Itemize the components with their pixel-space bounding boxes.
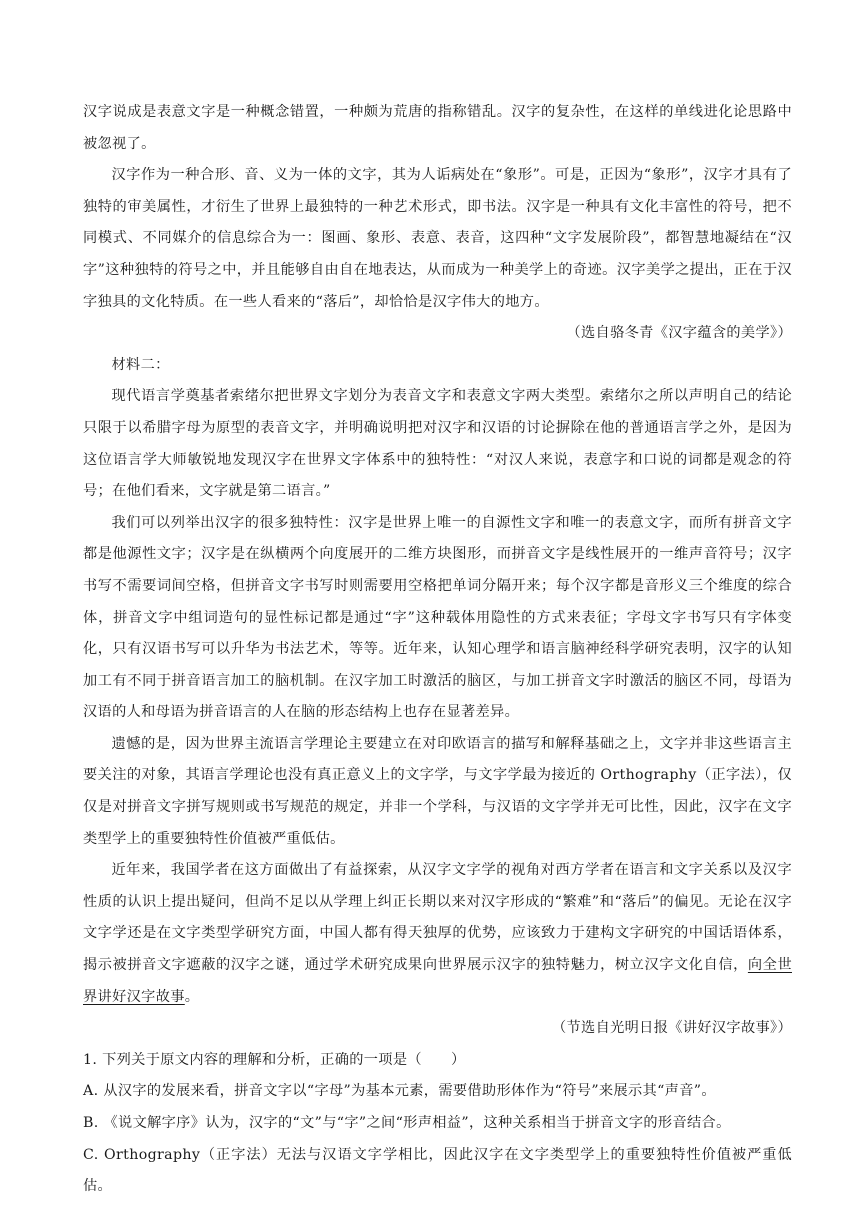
underlined-phrase: 向全世界讲好汉字故事 (83, 957, 792, 1005)
paragraph-saussure: 现代语言学奠基者索绪尔把世界文字划分为表音文字和表意文字两大类型。索绪尔之所以声明自己的结论只限于以希腊字母为原型的表音文字，并明确说明把对汉字和汉语的讨论摒除在他的普通语言学之外，是因为这位语言学大师敏锐地发现汉字在世界文字体系中的独特性：“对汉人来说，表意字和口说的词都是观念的符号；在他们看来，文字就是第二语言。” (83, 388, 792, 500)
source-citation-1: （选自骆冬青《汉字蕴含的美学》） (566, 325, 792, 342)
option-b: B. 《说文解字序》认为，汉字的“文”与“字”之间“形声相益”，这种关系相当于拼音文字的形音结合。 (83, 1115, 731, 1131)
option-a: A. 从汉字的发展来看，拼音文字以“字母”为基本元素，需要借助形体作为“符号”来展示其“声音”。 (83, 1083, 716, 1100)
paragraph-orthography: 遗憾的是，因为世界主流语言学理论主要建立在对印欧语言的描写和解释基础之上，文字并非这些语言主要关注的对象，其语言学理论也没有真正意义上的文字学，与文字学最为接近的 Orthography（正字法），仅仅是对拼音文字拼写规则或书写规范的规定，并非一个学科，与汉语的文字学并无可比性，因此，汉字在文字类型学上的重要独特性价值被严重低估。 (83, 735, 792, 847)
option-c: C. Orthography（正字法）无法与汉语文字学相比，因此汉字在文字类型学上的重要独特性价值被严重低估。 (83, 1146, 792, 1195)
paragraph-intro-end: 汉字说成是表意文字是一种概念错置，一种颇为荒唐的指称错乱。汉字的复杂性，在这样的单线进化论思路中被忽视了。 (83, 104, 792, 152)
paragraph-aesthetics: 汉字作为一种合形、音、义为一体的文字，其为人诟病处在“象形”。可是，正因为“象形”，汉字才具有了独特的审美属性，才衍生了世界上最独特的一种艺术形式，即书法。汉字是一种具有文化丰富性的符号，把不同模式、不同媒介的信息综合为一：图画、象形、表意、表音，这四种“文字发展阶段”，都智慧地凝结在“汉字”这种独特的符号之中，并且能够自由自在地表达，从而成为一种美学上的奇迹。汉字美学之提出，正在于汉字独具的文化特质。在一些人看来的“落后”，却恰恰是汉字伟大的地方。 (83, 167, 793, 310)
source-citation-2: （节选自光明日报《讲好汉字故事》） (551, 1020, 792, 1037)
paragraph-uniqueness: 我们可以列举出汉字的很多独特性：汉字是世界上唯一的自源性文字和唯一的表意文字，而所有拼音文字都是他源性文字；汉字是在纵横两个向度展开的二维方块图形，而拼音文字是线性展开的一维声音符号；汉字书写不需要词间空格，但拼音文字书写时则需要用空格把单词分隔开来；每个汉字都是音形义三个维度的综合体，拼音文字中组词造句的显性标记都是通过“字”这种载体用隐性的方式来表征；字母文字书写只有字体变化，只有汉语书写可以升华为书法艺术，等等。近年来，认知心理学和语言脑神经科学研究表明，汉字的认知加工有不同于拼音语言加工的脑机制。在汉字加工时激活的脑区，与加工拼音文字时激活的脑区不同，母语为汉语的人和母语为拼音语言的人在脑的形态结构上也存在显著差异。 (83, 514, 792, 721)
paragraph-end-punct: 。 (184, 988, 200, 1005)
material-two-heading: 材料二： (111, 356, 170, 373)
question-stem: 1. 下列关于原文内容的理解和分析，正确的一项是（ ） (83, 1051, 466, 1068)
paragraph-recent-research-text: 近年来，我国学者在这方面做出了有益探索，从汉字文字学的视角对西方学者在语言和文字关系以及汉字性质的认识上提出疑问，但尚不足以从学理上纠正长期以来对汉字形成的“繁难”和“落后”的偏见。无论在汉字文字学还是在文字类型学研究方面，中国人都有得天独厚的优势，应该致力于建构文字研究的中国话语体系，揭示被拼音文字遮蔽的汉字之谜，通过学术研究成果向世界展示汉字的独特魅力，树立汉字文化自信， (83, 862, 792, 974)
paragraph-recent-research (83, 855, 792, 1013)
